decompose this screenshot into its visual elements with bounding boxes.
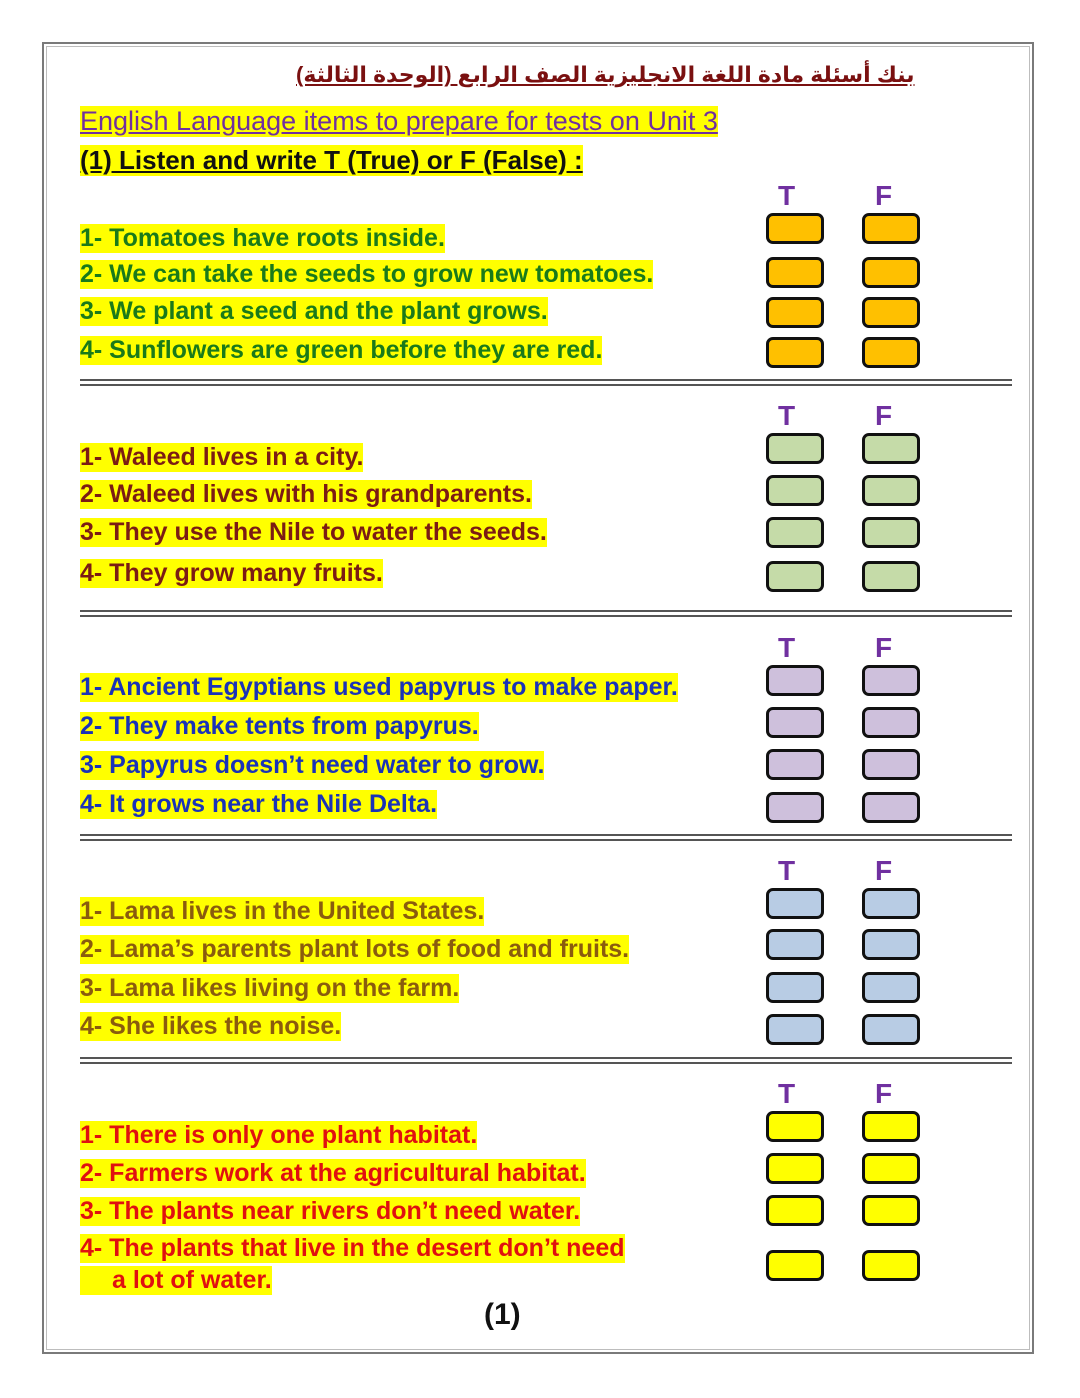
false-answer-box[interactable] xyxy=(862,517,920,548)
true-answer-box[interactable] xyxy=(766,433,824,464)
true-column-label: T xyxy=(778,180,796,211)
statement: 4- Sunflowers are green before they are red. xyxy=(80,336,603,364)
false-answer-box[interactable] xyxy=(862,213,920,244)
false-answer-box[interactable] xyxy=(862,707,920,738)
statement: 2- They make tents from papyrus. xyxy=(80,712,479,740)
true-column-label: T xyxy=(778,1078,796,1109)
statement: 2- Lama’s parents plant lots of food and fruits. xyxy=(80,935,630,963)
false-answer-box[interactable] xyxy=(862,929,920,960)
statement: 1- Waleed lives in a city. xyxy=(80,443,364,471)
false-answer-box[interactable] xyxy=(862,337,920,368)
statement: 4- She likes the noise. xyxy=(80,1012,342,1040)
false-answer-box[interactable] xyxy=(862,475,920,506)
arabic-title: بنك أسئلة مادة اللغة الانجليزية الصف الرابع (الوحدة الثالثة) xyxy=(296,62,915,87)
false-answer-box[interactable] xyxy=(862,665,920,696)
false-answer-box[interactable] xyxy=(862,297,920,328)
false-answer-box[interactable] xyxy=(862,1195,920,1226)
page-title: English Language items to prepare for tests on Unit 3 xyxy=(80,106,718,136)
true-answer-box[interactable] xyxy=(766,561,824,592)
statement: 3- We plant a seed and the plant grows. xyxy=(80,297,548,325)
statement: 2- We can take the seeds to grow new tomatoes. xyxy=(80,260,654,288)
section-divider xyxy=(80,379,1012,386)
section-divider xyxy=(80,610,1012,617)
false-answer-box[interactable] xyxy=(862,433,920,464)
statement: 3- Papyrus doesn’t need water to grow. xyxy=(80,751,545,779)
statement: 1- Ancient Egyptians used papyrus to make paper. xyxy=(80,673,678,701)
statement: 2- Farmers work at the agricultural habitat. xyxy=(80,1159,586,1187)
true-answer-box[interactable] xyxy=(766,888,824,919)
true-answer-box[interactable] xyxy=(766,475,824,506)
false-column-label: F xyxy=(875,632,893,663)
statement: 4- They grow many fruits. xyxy=(80,559,383,587)
true-column-label: T xyxy=(778,855,796,886)
false-column-label: F xyxy=(875,855,893,886)
true-answer-box[interactable] xyxy=(766,1014,824,1045)
false-answer-box[interactable] xyxy=(862,972,920,1003)
instruction: (1) Listen and write T (True) or F (False) : xyxy=(80,145,583,175)
page-number: (1) xyxy=(484,1298,521,1331)
false-answer-box[interactable] xyxy=(862,1153,920,1184)
false-column-label: F xyxy=(875,180,893,211)
statement-continuation: a lot of water. xyxy=(80,1266,272,1295)
statement: 1- Lama lives in the United States. xyxy=(80,897,485,925)
true-answer-box[interactable] xyxy=(766,297,824,328)
true-column-label: T xyxy=(778,400,796,431)
statement: 4- It grows near the Nile Delta. xyxy=(80,790,438,818)
true-answer-box[interactable] xyxy=(766,1250,824,1281)
true-answer-box[interactable] xyxy=(766,665,824,696)
statement: 1- There is only one plant habitat. xyxy=(80,1121,478,1149)
true-answer-box[interactable] xyxy=(766,972,824,1003)
true-answer-box[interactable] xyxy=(766,707,824,738)
true-answer-box[interactable] xyxy=(766,517,824,548)
true-answer-box[interactable] xyxy=(766,1153,824,1184)
statement: 1- Tomatoes have roots inside. xyxy=(80,224,445,252)
true-answer-box[interactable] xyxy=(766,792,824,823)
false-answer-box[interactable] xyxy=(862,1250,920,1281)
true-answer-box[interactable] xyxy=(766,213,824,244)
false-answer-box[interactable] xyxy=(862,1111,920,1142)
statement: 3- Lama likes living on the farm. xyxy=(80,974,460,1002)
statement: 4- The plants that live in the desert don’t need xyxy=(80,1234,625,1262)
section-divider xyxy=(80,834,1012,841)
section-divider xyxy=(80,1057,1012,1064)
false-answer-box[interactable] xyxy=(862,561,920,592)
true-column-label: T xyxy=(778,632,796,663)
false-answer-box[interactable] xyxy=(862,749,920,780)
true-answer-box[interactable] xyxy=(766,1111,824,1142)
true-answer-box[interactable] xyxy=(766,337,824,368)
true-answer-box[interactable] xyxy=(766,749,824,780)
statement: 2- Waleed lives with his grandparents. xyxy=(80,480,532,508)
true-answer-box[interactable] xyxy=(766,929,824,960)
true-answer-box[interactable] xyxy=(766,257,824,288)
false-answer-box[interactable] xyxy=(862,257,920,288)
false-column-label: F xyxy=(875,1078,893,1109)
false-column-label: F xyxy=(875,400,893,431)
true-answer-box[interactable] xyxy=(766,1195,824,1226)
false-answer-box[interactable] xyxy=(862,888,920,919)
false-answer-box[interactable] xyxy=(862,792,920,823)
statement: 3- They use the Nile to water the seeds. xyxy=(80,518,547,546)
false-answer-box[interactable] xyxy=(862,1014,920,1045)
statement: 3- The plants near rivers don’t need water. xyxy=(80,1197,581,1225)
